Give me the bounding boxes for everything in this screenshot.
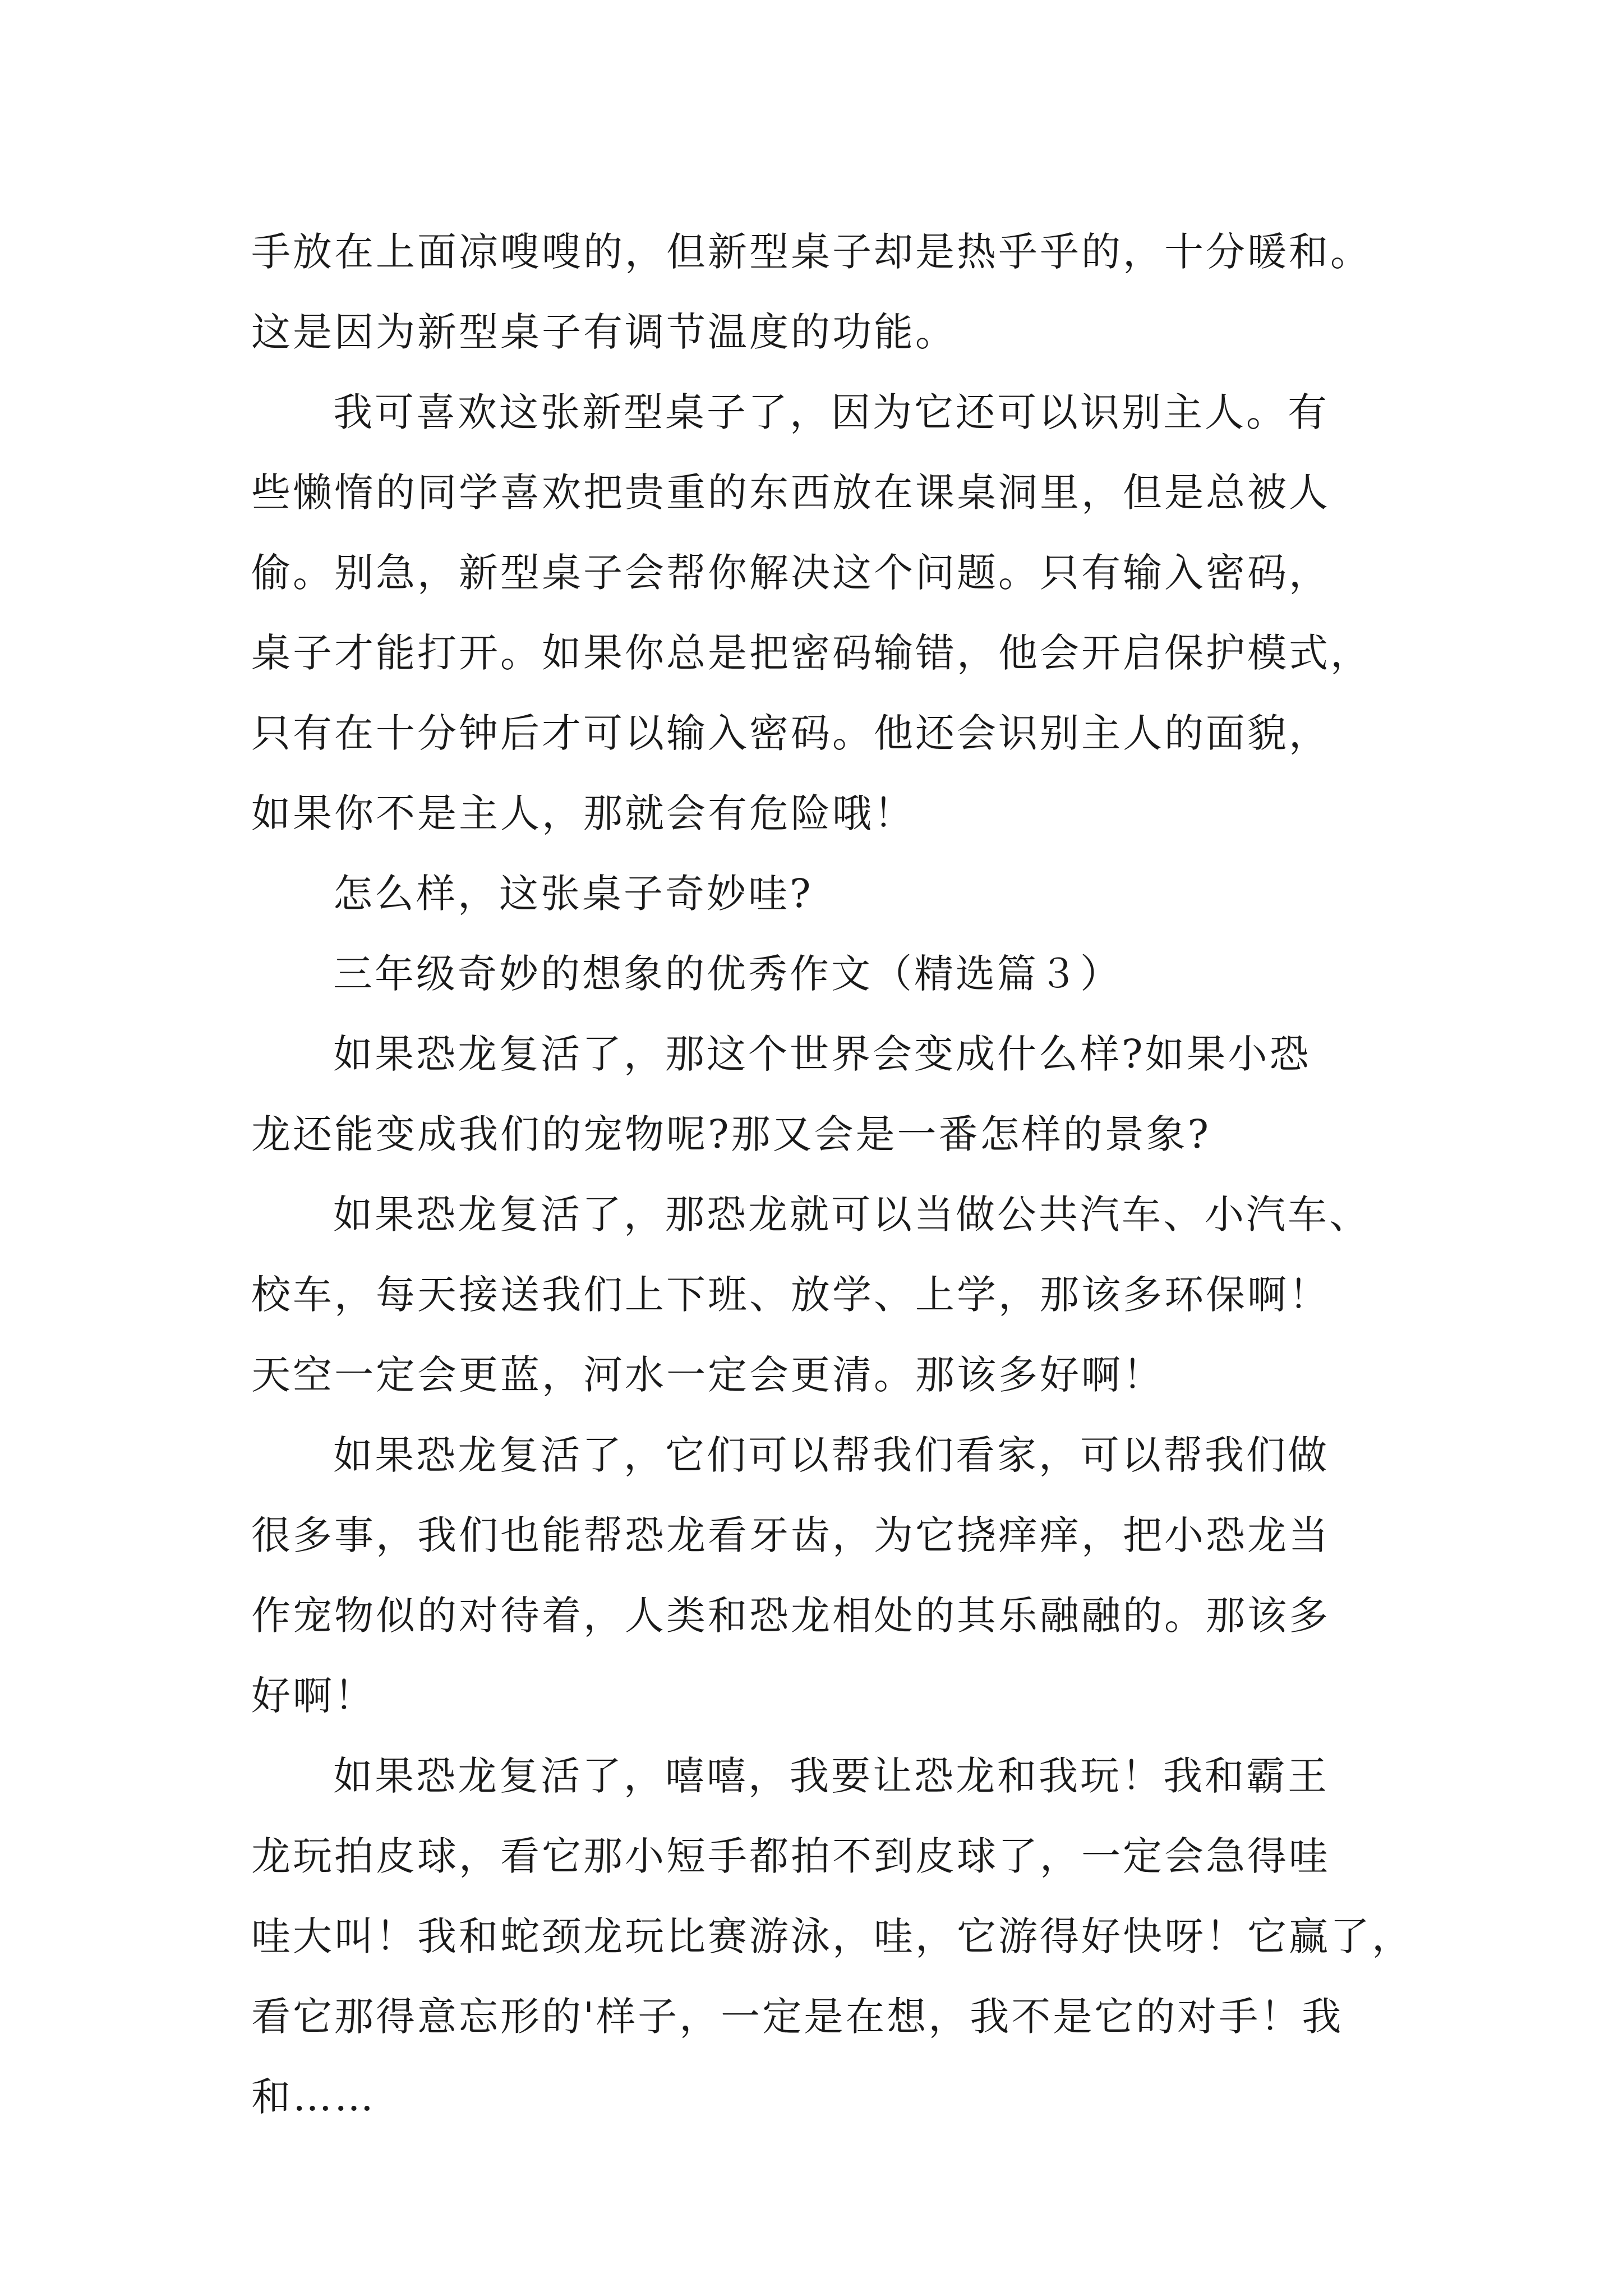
text-line-14: 校车，每天接送我们上下班、放学、上学，那该多环保啊！ xyxy=(251,1272,1330,1318)
text-line-8: 如果你不是主人，那就会有危险哦！ xyxy=(251,790,915,836)
text-line-17: 很多事，我们也能帮恐龙看牙齿，为它挠痒痒，把小恐龙当 xyxy=(251,1512,1330,1558)
document-body xyxy=(251,212,1413,2137)
text-line-4: 些懒惰的同学喜欢把贵重的东西放在课桌洞里，但是总被人 xyxy=(251,470,1330,516)
text-line-20: 如果恐龙复活了，嘻嘻，我要让恐龙和我玩！我和霸王 xyxy=(333,1753,1329,1799)
text-line-13: 如果恐龙复活了，那恐龙就可以当做公共汽车、小汽车、 xyxy=(333,1191,1371,1237)
text-line-22: 哇大叫！我和蛇颈龙玩比赛游泳，哇，它游得好快呀！它赢了， xyxy=(251,1913,1413,1959)
text-line-11: 如果恐龙复活了，那这个世界会变成什么样?如果小恐 xyxy=(333,1031,1311,1077)
text-line-3: 我可喜欢这张新型桌子了，因为它还可以识别主人。有 xyxy=(333,389,1329,435)
text-line-5: 偷。别急，新型桌子会帮你解决这个问题。只有输入密码， xyxy=(251,550,1330,596)
text-line-9: 怎么样，这张桌子奇妙哇? xyxy=(333,871,813,917)
text-line-21: 龙玩拍皮球，看它那小短手都拍不到皮球了，一定会急得哇 xyxy=(251,1833,1330,1879)
text-line-24: 和…… xyxy=(251,2074,376,2120)
text-line-7: 只有在十分钟后才可以输入密码。他还会识别主人的面貌， xyxy=(251,710,1330,756)
text-line-2: 这是因为新型桌子有调节温度的功能。 xyxy=(251,309,957,355)
section-heading: 三年级奇妙的想象的优秀作文（精选篇３） xyxy=(333,951,1122,997)
text-line-15: 天空一定会更蓝，河水一定会更清。那该多好啊！ xyxy=(251,1352,1164,1398)
text-line-16: 如果恐龙复活了，它们可以帮我们看家，可以帮我们做 xyxy=(333,1432,1329,1478)
text-line-6: 桌子才能打开。如果你总是把密码输错，他会开启保护模式， xyxy=(251,630,1372,676)
text-line-18: 作宠物似的对待着，人类和恐龙相处的其乐融融的。那该多 xyxy=(251,1593,1330,1639)
text-line-1: 手放在上面凉嗖嗖的，但新型桌子却是热乎乎的，十分暖和。 xyxy=(251,229,1372,275)
text-line-12: 龙还能变成我们的宠物呢?那又会是一番怎样的景象? xyxy=(251,1111,1211,1157)
text-line-19: 好啊！ xyxy=(251,1673,376,1719)
text-line-23: 看它那得意忘形的'样子，一定是在想，我不是它的对手！我 xyxy=(251,1994,1344,2040)
